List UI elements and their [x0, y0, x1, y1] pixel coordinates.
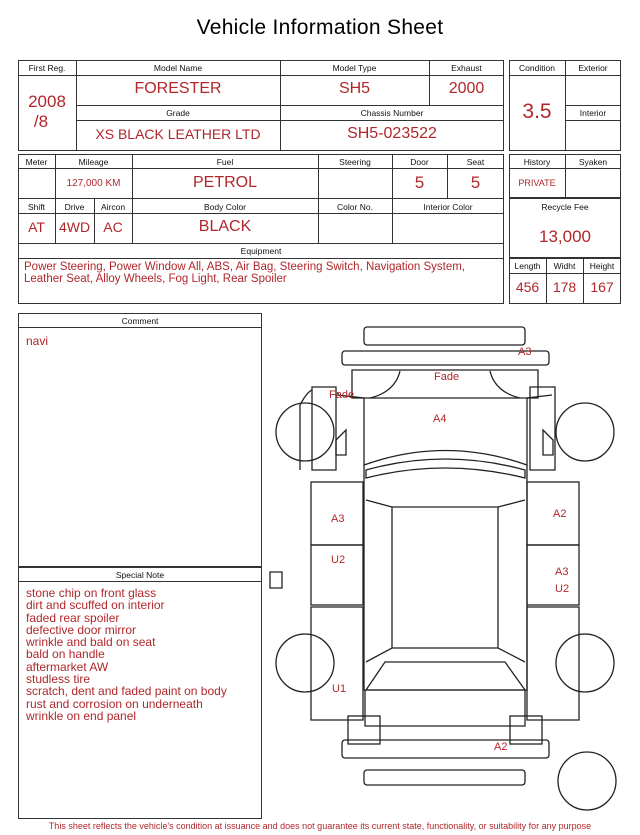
width-value: 178 [552, 279, 577, 295]
seat-value: 5 [470, 173, 481, 192]
damage-left-front-door: A3 [331, 513, 345, 525]
mileage-value: 127,000 KM [66, 178, 121, 189]
first-reg-month: /8 [33, 112, 49, 131]
chassis-value: SH5-023522 [347, 125, 437, 142]
damage-left-rear-door: U2 [331, 554, 346, 566]
model-name: FORESTER [134, 80, 222, 97]
exhaust-value: 2000 [448, 80, 485, 97]
drive-label: Drive [64, 202, 85, 212]
note-item: wrinkle on end panel [26, 708, 137, 723]
shift-value: AT [28, 219, 45, 235]
chassis-label: Chassis Number [360, 108, 424, 118]
mileage-label: Mileage [78, 157, 109, 167]
note-item: faded rear spoiler [26, 610, 120, 625]
equipment-label: Equipment [240, 246, 282, 256]
damage-left-rear-quarter: U1 [332, 683, 347, 695]
width-label: Widht [553, 261, 576, 271]
exhaust-label: Exhaust [451, 63, 482, 73]
door-value: 5 [414, 173, 425, 192]
shift-label: Shift [27, 202, 45, 212]
note-item: scratch, dent and faded paint on body [26, 684, 227, 699]
note-item: aftermarket AW [26, 659, 109, 674]
disclaimer-footer: This sheet reflects the vehicle's condition at issuance and does not guarantee its current state, functionality, or suitability for any purpose [48, 821, 592, 831]
left-rear-wheel [276, 634, 334, 692]
note-item: defective door mirror [26, 622, 137, 637]
spare-wheel [558, 752, 616, 810]
door-label: Door [410, 157, 429, 167]
damage-left-fender: Fade [329, 389, 355, 401]
right-rear-quarter [527, 607, 579, 720]
damage-rear-bumper: A2 [494, 741, 508, 753]
note-item: wrinkle and bald on seat [26, 635, 156, 650]
history-value: PRIVATE [518, 178, 556, 188]
exterior-label: Exterior [578, 63, 608, 73]
first-reg-label: First Reg. [28, 63, 66, 73]
aircon-label: Aircon [100, 202, 126, 212]
rear-bumper [342, 740, 549, 758]
note-item: bald on handle [26, 647, 105, 662]
comment-text: navi [26, 334, 49, 348]
special-note-label: Special Note [115, 570, 165, 580]
damage-right-rear-door-a: A3 [555, 566, 569, 578]
left-rear-quarter [311, 607, 363, 720]
front-grille [364, 327, 525, 345]
note-item: stone chip on front glass [26, 586, 157, 600]
aircon-value: AC [103, 219, 123, 235]
roof-outline [364, 465, 527, 690]
right-front-fender [530, 387, 555, 470]
model-type-label: Model Type [332, 63, 377, 73]
note-item: rust and corrosion on underneath [26, 696, 203, 711]
rear-step [364, 770, 525, 785]
height-label: Height [589, 261, 615, 271]
rear-window [366, 662, 525, 690]
recycle-fee-label: Recycle Fee [541, 202, 589, 212]
equipment-line-1: Power Steering, Power Window All, ABS, Air Bag, Steering Switch, Navigation System, [24, 261, 466, 273]
damage-right-front-door: A2 [553, 508, 567, 520]
page-title: Vehicle Information Sheet [196, 16, 444, 39]
grade-label: Grade [166, 108, 190, 118]
steering-label: Steering [339, 157, 371, 167]
cowl [338, 393, 552, 465]
right-rear-wheel [556, 634, 614, 692]
interior-color-label: Interior Color [423, 202, 473, 212]
damage-right-rear-door-b: U2 [555, 583, 570, 595]
damage-hood: Fade [434, 371, 460, 383]
length-label: Length [514, 261, 541, 271]
fuel-value: PETROL [192, 174, 257, 191]
seat-label: Seat [466, 157, 485, 167]
damage-front-bumper: A3 [518, 346, 532, 358]
first-reg-year: 2008 [28, 92, 66, 111]
interior-label: Interior [579, 108, 607, 118]
grade-value: XS BLACK LEATHER LTD [95, 126, 261, 142]
note-item: studless tire [26, 672, 91, 687]
meter-label: Meter [25, 157, 48, 167]
color-no-label: Color No. [337, 202, 373, 212]
comment-label: Comment [121, 316, 159, 326]
syaken-label: Syaken [578, 157, 608, 167]
damage-windshield: A4 [433, 413, 447, 425]
length-value: 456 [515, 279, 540, 295]
model-type: SH5 [338, 80, 371, 97]
condition-label: Condition [519, 63, 555, 73]
height-value: 167 [590, 279, 614, 295]
body-color-value: BLACK [198, 218, 252, 235]
recycle-fee-value: 13,000 [539, 227, 591, 246]
equipment-line-2: Leather Seat, Alloy Wheels, Fog Light, Rear Spoiler [24, 273, 287, 285]
left-front-wheel [276, 403, 334, 461]
condition-grade: 3.5 [522, 100, 552, 123]
body-color-label: Body Color [203, 202, 247, 212]
right-rear-door [527, 545, 579, 605]
fuel-label: Fuel [216, 157, 234, 167]
note-item: dirt and scuffed on interior [26, 598, 165, 613]
right-front-wheel [556, 403, 614, 461]
model-name-label: Model Name [153, 63, 203, 73]
history-label: History [523, 157, 551, 167]
drive-value: 4WD [58, 219, 91, 235]
